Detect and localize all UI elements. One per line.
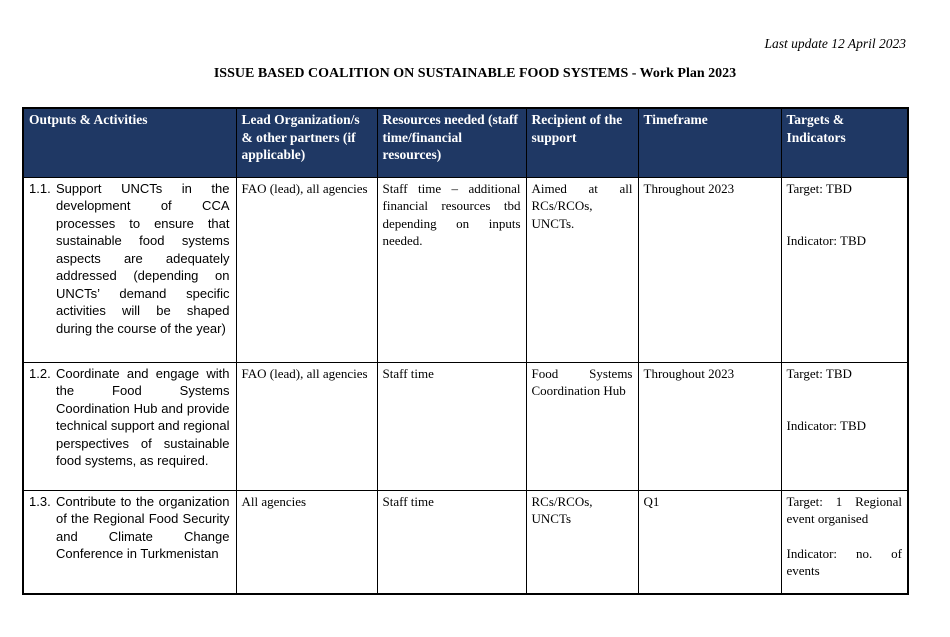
target-text: Target: 1 Regional event organised bbox=[786, 493, 902, 526]
table-row-1-1 bbox=[23, 177, 908, 362]
target-text: Target: TBD bbox=[786, 180, 852, 196]
activity-text: Coordinate and engage with the Food Systems Coordination Hub and provide technical support and regional perspectives of sustainable food systems, as required. bbox=[56, 365, 230, 468]
cell-activity-1-2 bbox=[23, 362, 236, 490]
cell-targets-1-2 bbox=[781, 362, 908, 490]
cell-resources-1-1: Staff time – additional financial resources tbd depending on inputs needed. bbox=[377, 177, 526, 362]
table-header-row bbox=[23, 108, 908, 177]
activity-text: Contribute to the organization of the Regional Food Security and Climate Change Conference in Turkmenistan bbox=[56, 493, 230, 561]
header-timeframe: Timeframe bbox=[638, 108, 781, 177]
cell-timeframe-1-3: Q1 bbox=[638, 490, 781, 594]
indicator-text: Indicator: TBD bbox=[786, 233, 867, 248]
cell-targets-1-3 bbox=[781, 490, 908, 594]
table-row-1-3 bbox=[23, 490, 908, 594]
cell-activity-1-3 bbox=[23, 490, 236, 594]
last-update-text: Last update 12 April 2023 bbox=[764, 36, 906, 51]
activity-number: 1.1. bbox=[29, 180, 51, 196]
header-resources-needed: Resources needed (staff time/financial resources) bbox=[377, 108, 526, 177]
cell-activity-1-1 bbox=[23, 177, 236, 362]
header-outputs-activities: Outputs & Activities bbox=[23, 108, 236, 177]
cell-lead-1-3: All agencies bbox=[236, 490, 377, 594]
cell-recipient-1-1: Aimed at all RCs/RCOs, UNCTs. bbox=[526, 177, 638, 362]
activity-number: 1.2. bbox=[29, 365, 51, 381]
target-text: Target: TBD bbox=[786, 365, 852, 381]
cell-resources-1-3: Staff time bbox=[377, 490, 526, 594]
workplan-table bbox=[22, 107, 909, 595]
cell-targets-1-1 bbox=[781, 177, 908, 362]
cell-resources-1-2: Staff time bbox=[377, 362, 526, 490]
page-title: ISSUE BASED COALITION ON SUSTAINABLE FOOD SYSTEMS - Work Plan 2023 bbox=[213, 66, 737, 81]
cell-timeframe-1-1: Throughout 2023 bbox=[638, 177, 781, 362]
header-targets-indicators: Targets & Indicators bbox=[781, 108, 908, 177]
indicator-text: Indicator: no. of events bbox=[786, 545, 902, 578]
cell-lead-1-1: FAO (lead), all agencies bbox=[236, 177, 377, 362]
table-row-1-2 bbox=[23, 362, 908, 490]
indicator-text: Indicator: TBD bbox=[786, 418, 867, 433]
cell-recipient-1-3: RCs/RCOs, UNCTs bbox=[526, 490, 638, 594]
activity-number: 1.3. bbox=[29, 493, 51, 509]
cell-lead-1-2: FAO (lead), all agencies bbox=[236, 362, 377, 490]
activity-text: Support UNCTs in the development of CCA processes to ensure that sustainable food systems aspects are adequately addressed (depending on UNCTs’ demand specific activities will be shaped during the course of the year) bbox=[56, 180, 230, 336]
header-recipient: Recipient of the support bbox=[526, 108, 638, 177]
cell-timeframe-1-2: Throughout 2023 bbox=[638, 362, 781, 490]
header-lead-organization: Lead Organization/s & other partners (if applicable) bbox=[236, 108, 377, 177]
cell-recipient-1-2: Food Systems Coordination Hub bbox=[526, 362, 638, 490]
